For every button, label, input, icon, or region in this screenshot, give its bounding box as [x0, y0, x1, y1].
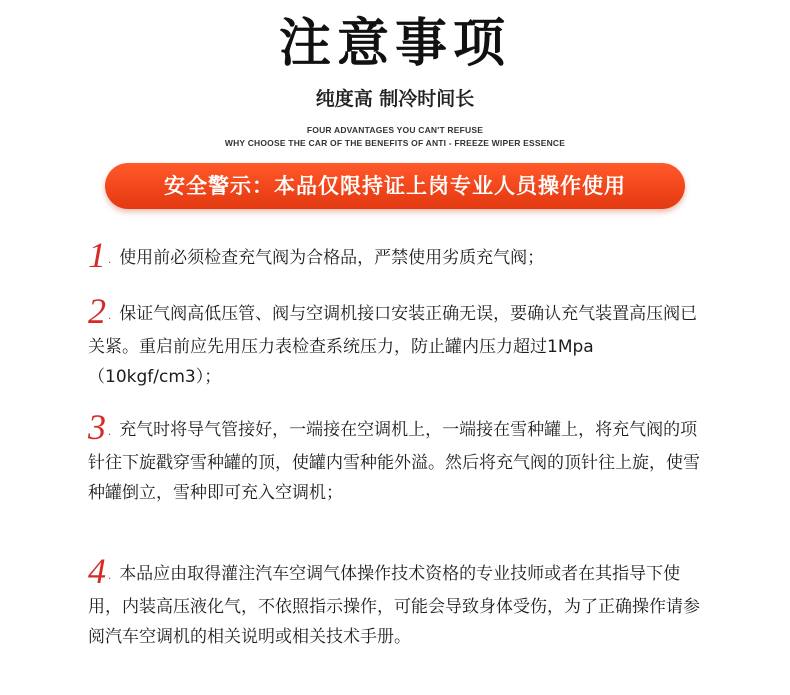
- item-number-dot: .: [108, 255, 112, 266]
- item-number: 3: [88, 407, 106, 447]
- english-tagline-2: WHY CHOOSE THE CAR OF THE BENEFITS OF ANTI - FREEZE WIPER ESSENCE: [224, 138, 566, 148]
- item-text: 本品应由取得灌注汽车空调气体操作技术资格的专业技师或者在其指导下使用，内装高压液化气，不依照指示操作，可能会导致身体受伤，为了正确操作请参阅汽车空调机的相关说明或相关技术手册。: [88, 564, 700, 647]
- item-number: 2: [88, 291, 106, 331]
- item-text: 充气时将导气管接好，一端接在空调机上，一端接在雪种罐上，将充气阀的项针往下旋戳穿雪种罐的顶，使罐内雪种能外溢。然后将充气阀的顶针往上旋，使雪种罐倒立，雪种即可充入空调机；: [88, 420, 700, 503]
- item-number-dot: .: [108, 427, 112, 438]
- safety-warning-banner: 安全警示：本品仅限持证上岗专业人员操作使用: [105, 163, 685, 209]
- notice-item: [88, 551, 703, 652]
- notice-item: [88, 291, 703, 392]
- page-subtitle: 纯度高 制冷时间长: [315, 88, 475, 110]
- english-tagline-1: FOUR ADVANTAGES YOU CAN'T REFUSE: [306, 125, 484, 135]
- page-title: 注意事项: [278, 14, 511, 74]
- notice-item: [88, 407, 703, 508]
- item-number: 1: [88, 235, 106, 275]
- notice-item: [88, 235, 703, 276]
- item-text: 保证气阀高低压管、阀与空调机接口安装正确无误，要确认充气装置高压阀已关紧。重启前应先用压力表检查系统压力，防止罐内压力超过1Mpa（10kgf/cm3）；: [88, 304, 698, 387]
- item-text: 使用前必须检查充气阀为合格品，严禁使用劣质充气阀；: [119, 248, 545, 268]
- item-number-dot: .: [108, 311, 112, 322]
- item-number-dot: .: [108, 571, 112, 582]
- item-number: 4: [88, 551, 106, 591]
